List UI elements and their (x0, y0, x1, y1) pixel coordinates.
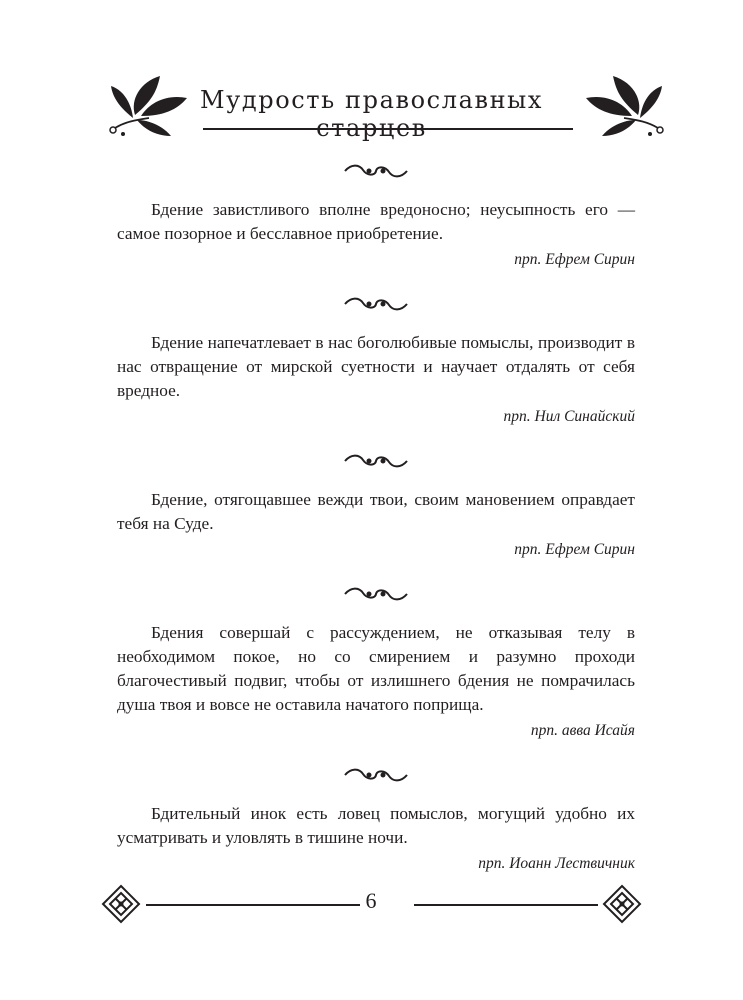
quote-text: Бдения совершай с рассуждением, не отказывая телу в необходимом покое, но со смирением и разумно проходи благочестивый подвиг, чтобы от излишнего бдения не помрачилась душа твоя и вовсе не оставила начатого поприща. (117, 623, 635, 714)
running-title: Мудрость православных старцев (199, 86, 544, 142)
quote-author: прп. Нил Синайский (503, 408, 635, 425)
quote-author: прп. Иоанн Лествичник (478, 855, 635, 872)
footer-rule-right (414, 904, 598, 906)
leaf-ornament-left-icon (105, 70, 200, 140)
knot-ornament-right-icon (601, 883, 643, 925)
knot-ornament-left-icon (100, 883, 142, 925)
quote-text: Бдение завистливого вполне вредоносно; неусыпность его — самое позорное и бесславное приобретение. (117, 200, 635, 243)
leaf-ornament-right-icon (573, 70, 668, 140)
quote-text: Бдение, отягощавшее вежди твои, своим мановением оправдает тебя на Суде. (117, 490, 635, 533)
flourish-divider-icon (341, 764, 411, 786)
quote-block (117, 293, 635, 428)
quote-block (117, 583, 635, 742)
quote-text: Бдение напечатлевает в нас боголюбивые помыслы, производит в нас отвращение от мирской суетности и научает отдалять от себя вредное. (117, 333, 635, 400)
page-number: 6 (365, 888, 377, 913)
flourish-divider-icon (341, 160, 411, 182)
quote-block (117, 450, 635, 561)
quotes-list (117, 160, 635, 875)
quote-author: прп. Ефрем Сирин (514, 541, 635, 558)
quote-block (117, 160, 635, 271)
quote-author: прп. авва Исайя (530, 722, 635, 739)
header-rule (203, 128, 573, 130)
flourish-divider-icon (341, 583, 411, 605)
running-header (0, 60, 743, 150)
flourish-divider-icon (341, 293, 411, 315)
footer-rule-left (146, 904, 360, 906)
quote-author: прп. Ефрем Сирин (514, 251, 635, 268)
quote-text: Бдительный инок есть ловец помыслов, могущий удобно их усматривать и уловлять в тишине ночи. (117, 804, 635, 847)
page-footer (0, 880, 743, 930)
flourish-divider-icon (341, 450, 411, 472)
quote-block (117, 764, 635, 875)
